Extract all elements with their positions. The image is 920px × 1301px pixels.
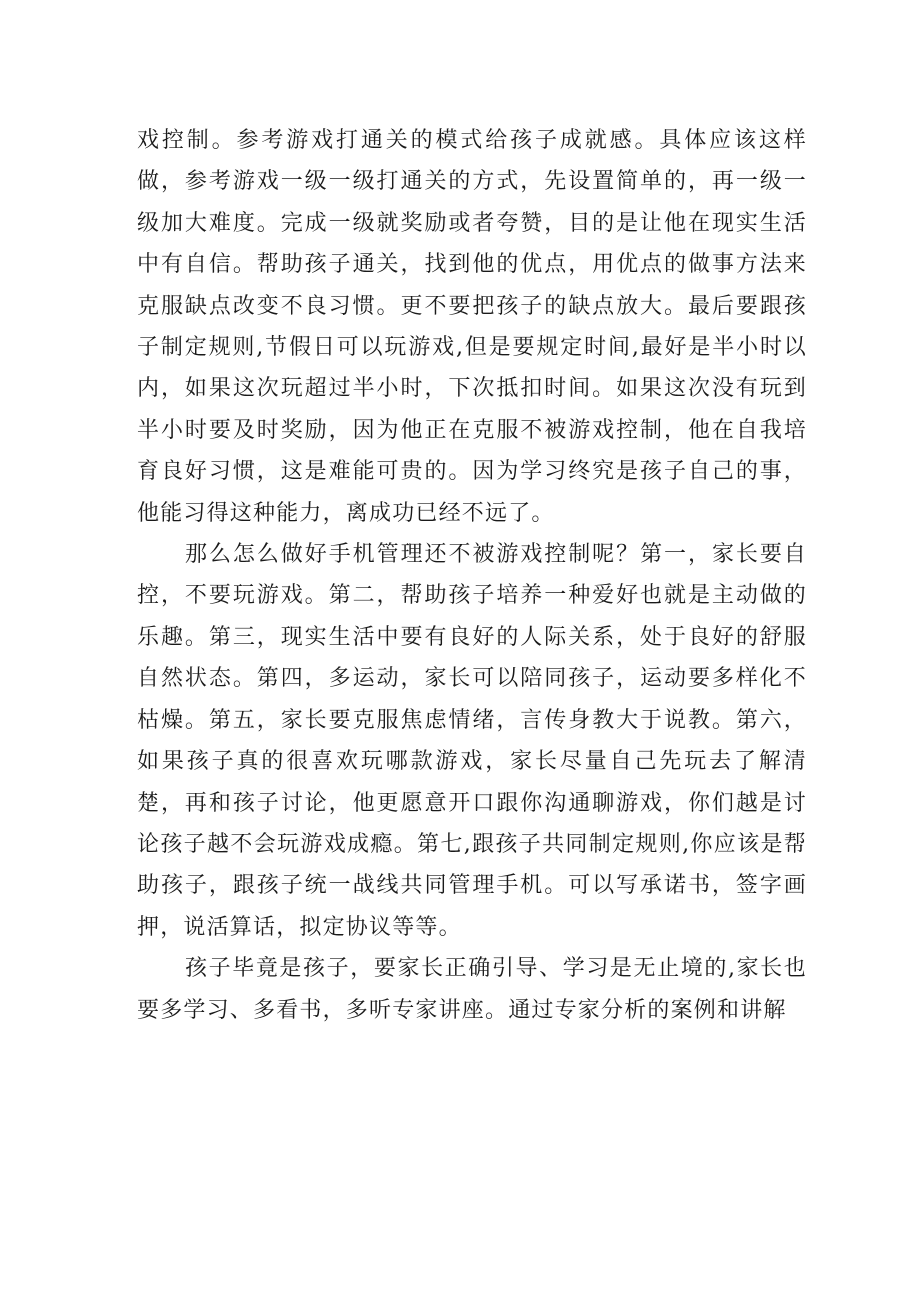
body-text — [137, 120, 807, 1031]
paragraph-1: 戏控制。参考游戏打通关的模式给孩子成就感。具体应该这样做，参考游戏一级一级打通关的方式，先设置简单的，再一级一级加大难度。完成一级就奖励或者夸赞，目的是让他在现实生活中有自信。帮助孩子通关，找到他的优点，用优点的做事方法来克服缺点改变不良习惯。更不要把孩子的缺点放大。最后要跟孩子制定规则,节假日可以玩游戏,但是要规定时间,最好是半小时以内，如果这次玩超过半小时，下次抵扣时间。如果这次没有玩到半小时要及时奖励，因为他正在克服不被游戏控制，他在自我培育良好习惯，这是难能可贵的。因为学习终究是孩子自己的事，他能习得这种能力，离成功已经不远了。 — [137, 128, 807, 526]
paragraph-2: 那么怎么做好手机管理还不被游戏控制呢？第一，家长要自控，不要玩游戏。第二，帮助孩子培养一种爱好也就是主动做的乐趣。第三，现实生活中要有良好的人际关系，处于良好的舒服自然状态。第四，多运动，家长可以陪同孩子，运动要多样化不枯燥。第五，家长要克服焦虑情绪，言传身教大于说教。第六，如果孩子真的很喜欢玩哪款游戏，家长尽量自己先玩去了解清楚，再和孩子讨论，他更愿意开口跟你沟通聊游戏，你们越是讨论孩子越不会玩游戏成瘾。第七,跟孩子共同制定规则,你应该是帮助孩子，跟孩子统一战线共同管理手机。可以写承诺书，签字画押，说活算话，拟定协议等等。 — [137, 542, 807, 940]
paragraph-3: 孩子毕竟是孩子，要家长正确引导、学习是无止境的,家长也要多学习、多看书，多听专家讲座。通过专家分析的案例和讲解 — [137, 956, 807, 1023]
